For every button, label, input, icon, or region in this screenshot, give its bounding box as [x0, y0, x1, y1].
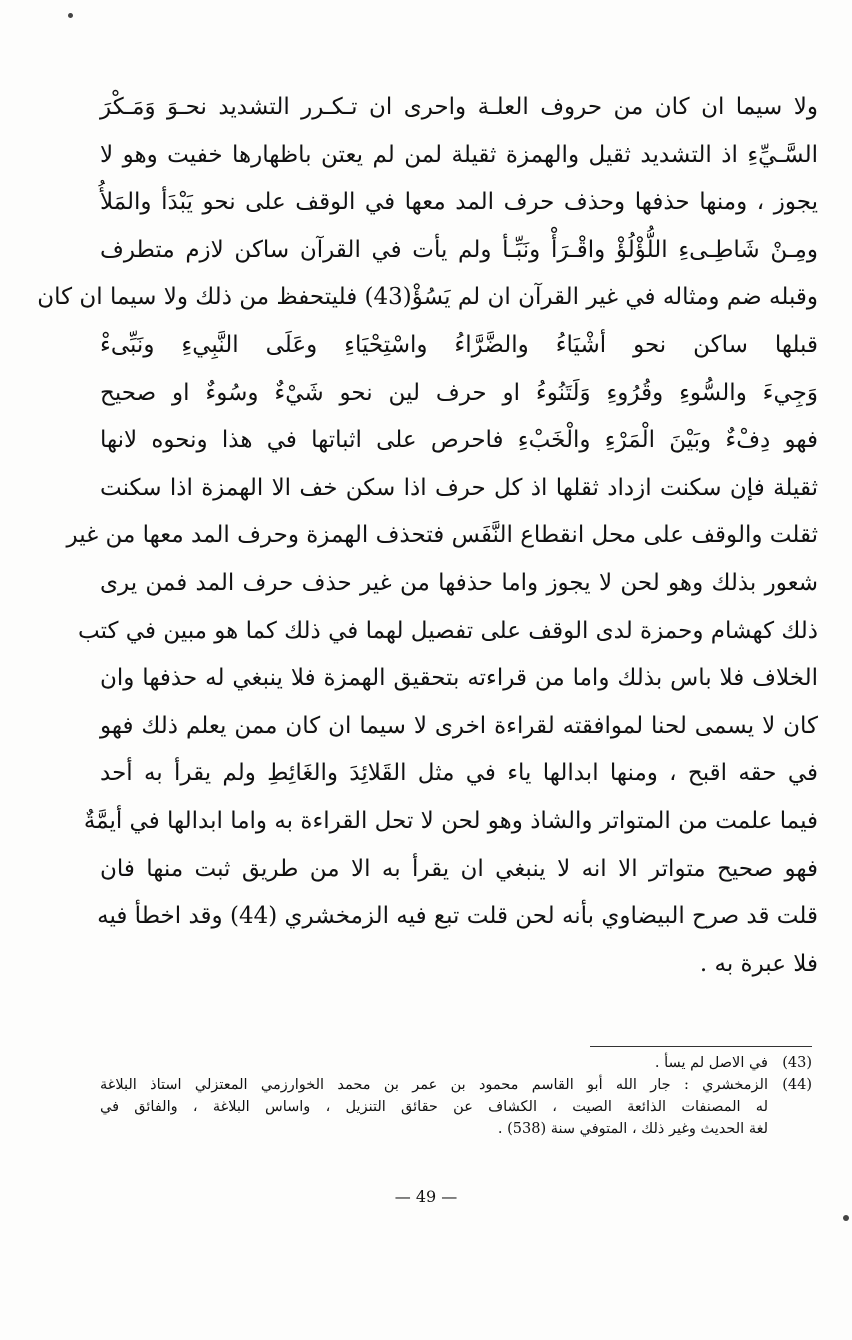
text-line: يجوز ، ومنها حذفها وحذف حرف المد معها في الوقف على نحو يَبْدَأ والمَلأُ — [100, 189, 818, 216]
footnotes — [100, 1052, 812, 1140]
text-line: ولا سيما ان كان من حروف العلـة واحرى ان تـكـرر التشديد نحـوَ وَمَـكْرَ — [100, 94, 818, 120]
text-line: السَّـيِّءِ اذ التشديد ثقيل والهمزة ثقيلة لمن لم يعتن باظهارها خفيت وهو لا — [100, 141, 818, 168]
text-line-last: فلا عبرة به . — [699, 950, 818, 977]
scan-speck — [843, 1215, 849, 1221]
text-line: وقبله ضم ومثاله في غير القرآن ان لم يَسُؤْ(43) فليتحفظ من ذلك ولا سيما ان كان — [37, 284, 818, 311]
footnote-text — [100, 1052, 768, 1074]
main-text — [37, 84, 818, 988]
footnote-43 — [100, 1052, 812, 1074]
footnote-line: الزمخشري : جار الله أبو القاسم محمود بن عمر بن محمد الخوارزمي المعتزلي استاذ البلاغة — [100, 1077, 768, 1093]
footnote-44 — [100, 1074, 812, 1140]
footnote-number: (43) — [782, 1055, 812, 1071]
text-line: كان لا يسمى لحنا لموافقته لقراءة اخرى لا سيما ان كان ممن يعلم ذلك فهو — [100, 712, 818, 739]
text-line: ثقيلة فإن سكنت ازداد ثقلها اذ كل حرف اذا سكن خف الا الهمزة اذا سكنت — [100, 474, 818, 501]
text-line: قلت قد صرح البيضاوي بأنه لحن قلت تبع فيه الزمخشري (44) وقد اخطأ فيه — [97, 903, 818, 930]
footnote-line: له المصنفات الذائعة الصيت ، الكشاف عن حقائق التنزيل ، واساس البلاغة ، والفائق في — [100, 1099, 768, 1115]
text-line: وَجِيءَ والسُّوءِ وقُرُوءِ وَلَتَنُوءُ او حرف لين نحو شَيْءٌ وسُوءٌ او صحيح — [100, 379, 818, 406]
text-line: ومِـنْ شَاطِـىءِ اللُّؤْلُؤْ واقْـرَأْ ونَبِّـأ ولم يأت في القرآن ساكن لازم متطرف — [100, 236, 818, 263]
footnote-divider — [590, 1046, 812, 1047]
text-line: فهو دِفْءٌ وبَيْنَ الْمَرْءِ والْخَبْءِ فاحرص على اثباتها في هذا ونحوه لانها — [100, 427, 818, 454]
text-line: قبلها ساكن نحو أشْيَاءُ والضَّرَّاءُ واسْتِحْيَاءِ وعَلَى النَّبِيءِ ونَبِّىءْ — [100, 331, 818, 358]
text-line: شعور بذلك وهو لحن لا يجوز واما حذفها من غير حذف حرف المد فمن يرى — [100, 569, 818, 596]
text-line: فهو صحيح متواتر الا انه لا ينبغي ان يقرأ به الا من طريق ثبت منها فان — [100, 855, 818, 882]
footnote-line: لغة الحديث وغير ذلك ، المتوفي سنة (538) . — [497, 1121, 768, 1137]
text-line: في حقه اقبح ، ومنها ابدالها ياء في مثل القَلائِدَ والغَائِطِ ولم يقرأ به أحد — [100, 760, 818, 787]
page-number: — 49 — — [394, 1187, 458, 1206]
text-line: فيما علمت من المتواتر والشاذ وهو لحن لا تحل القراءة به واما ابدالها في أيمَّةٌ — [83, 807, 818, 834]
text-line: ثقلت والوقف على محل انقطاع النَّفَس فتحذف الهمزة وحرف المد معها من غير — [66, 522, 818, 549]
text-line: ذلك كهشام وحمزة لدى الوقف على تفصيل لهما في ذلك كما هو مبين في كتب — [77, 617, 818, 644]
footnote-line: في الاصل لم يسأ . — [654, 1055, 768, 1071]
scan-speck — [68, 13, 73, 18]
footnote-number: (44) — [782, 1077, 812, 1093]
text-line: الخلاف فلا باس بذلك واما من قراءته بتحقيق الهمزة فلا ينبغي له حذفها وان — [100, 665, 818, 692]
footnote-text — [100, 1074, 768, 1140]
